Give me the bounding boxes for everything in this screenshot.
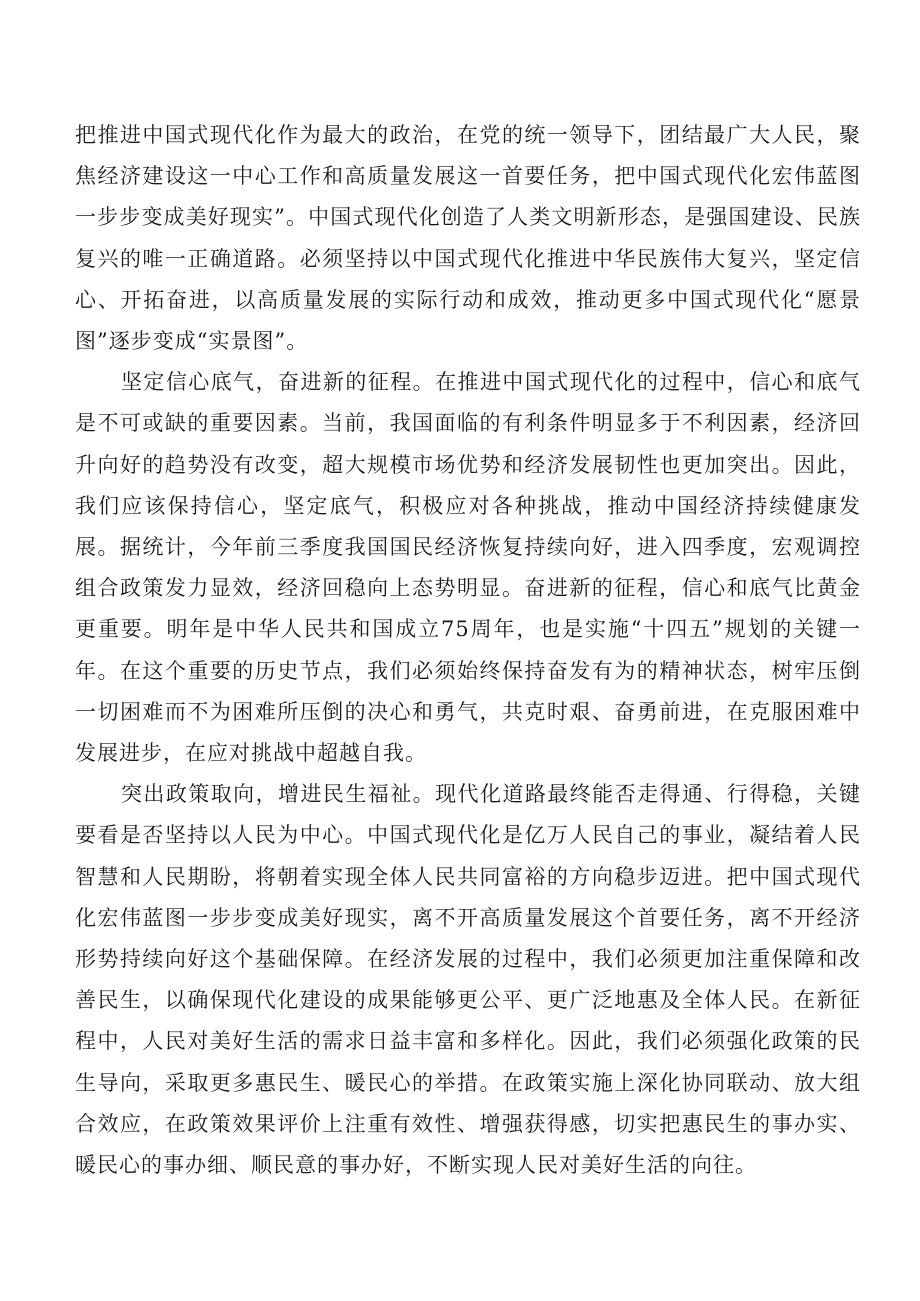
paragraph-3 (75, 774, 861, 1186)
paragraph-2-heading: 坚定信心底气，奋进新的征程。 (121, 370, 436, 395)
paragraph-3-text: 现代化道路最终能否走得通、行得稳，关键要看是否坚持以人民为中心。中国式现代化是亿万人民自己的事业，凝结着人民智慧和人民期盼，将朝着实现全体人民共同富裕的方向稳步迈进。把中国式现代化宏伟蓝图一步步变成美好现实，离不开高质量发展这个首要任务，离不开经济形势持续向好这个基础保障。在经济发展的过程中，我们必须更加注重保障和改善民生，以确保现代化建设的成果能够更公平、更广泛地惠及全体人民。在新征程中，人民对美好生活的需求日益丰富和多样化。因此，我们必须强化政策的民生导向，采取更多惠民生、暖民心的举措。在政策实施上深化协同联动、放大组合效应，在政策效果评价上注重有效性、增强获得感，切实把惠民生的事办实、暖民心的事办细、顺民意的事办好，不断实现人民对美好生活的向往。 (75, 782, 861, 1178)
paragraph-1-text: 把推进中国式现代化作为最大的政治，在党的统一领导下，团结最广大人民，聚焦经济建设这一中心工作和高质量发展这一首要任务，把中国式现代化宏伟蓝图一步步变成美好现实”。中国式现代化创造了人类文明新形态，是强国建设、民族复兴的唯一正确道路。必须坚持以中国式现代化推进中华民族伟大复兴，坚定信心、开拓奋进，以高质量发展的实际行动和成效，推动更多中国式现代化“愿景图”逐步变成“实景图”。 (75, 123, 861, 354)
paragraph-1 (75, 115, 861, 362)
document-body (75, 115, 861, 1186)
paragraph-3-heading: 突出政策取向，增进民生福祉。 (121, 782, 436, 807)
paragraph-2-text: 在推进中国式现代化的过程中，信心和底气是不可或缺的重要因素。当前，我国面临的有利条件明显多于不利因素，经济回升向好的趋势没有改变，超大规模市场优势和经济发展韧性也更加突出。因此，我们应该保持信心，坚定底气，积极应对各种挑战，推动中国经济持续健康发展。据统计，今年前三季度我国国民经济恢复持续向好，进入四季度，宏观调控组合政策发力显效，经济回稳向上态势明显。奋进新的征程，信心和底气比黄金更重要。明年是中华人民共和国成立75周年，也是实施“十四五”规划的关键一年。在这个重要的历史节点，我们必须始终保持奋发有为的精神状态，树牢压倒一切困难而不为困难所压倒的决心和勇气，共克时艰、奋勇前进，在克服困难中发展进步，在应对挑战中超越自我。 (75, 370, 861, 766)
paragraph-2 (75, 362, 861, 774)
